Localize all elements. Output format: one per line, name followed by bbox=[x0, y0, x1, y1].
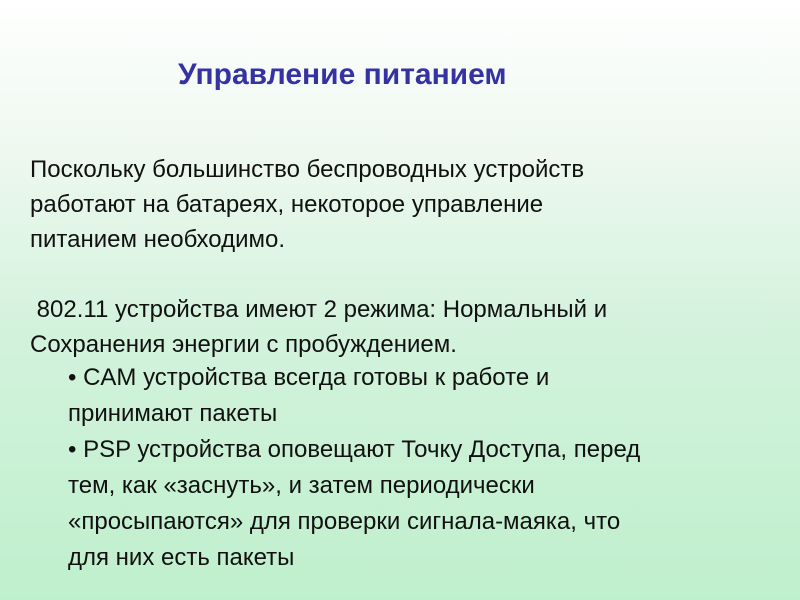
intro-paragraph bbox=[30, 152, 584, 257]
bullet-line: • CAM устройства всегда готовы к работе и bbox=[68, 364, 550, 391]
bullet-cam bbox=[68, 360, 640, 432]
slide-title: Управление питанием bbox=[178, 58, 507, 91]
bullet-line: тем, как «заснуть», и затем периодически bbox=[68, 472, 535, 499]
modes-line: 802.11 устройства имеют 2 режима: Нормальный и bbox=[30, 296, 608, 323]
intro-line: Поскольку большинство беспроводных устройств bbox=[30, 156, 585, 183]
bullet-psp bbox=[68, 432, 640, 576]
modes-line: Сохранения энергии с пробуждением. bbox=[30, 331, 457, 358]
bullet-line: «просыпаются» для проверки сигнала-маяка, что bbox=[68, 508, 621, 535]
intro-line: питанием необходимо. bbox=[30, 226, 286, 253]
modes-paragraph bbox=[30, 292, 607, 362]
intro-line: работают на батареях, некоторое управление bbox=[30, 191, 544, 218]
bullet-list bbox=[68, 360, 640, 576]
bullet-line: принимают пакеты bbox=[68, 400, 278, 427]
bullet-line: для них есть пакеты bbox=[68, 544, 295, 571]
bullet-line: • PSP устройства оповещают Точку Доступа, перед bbox=[68, 436, 641, 463]
